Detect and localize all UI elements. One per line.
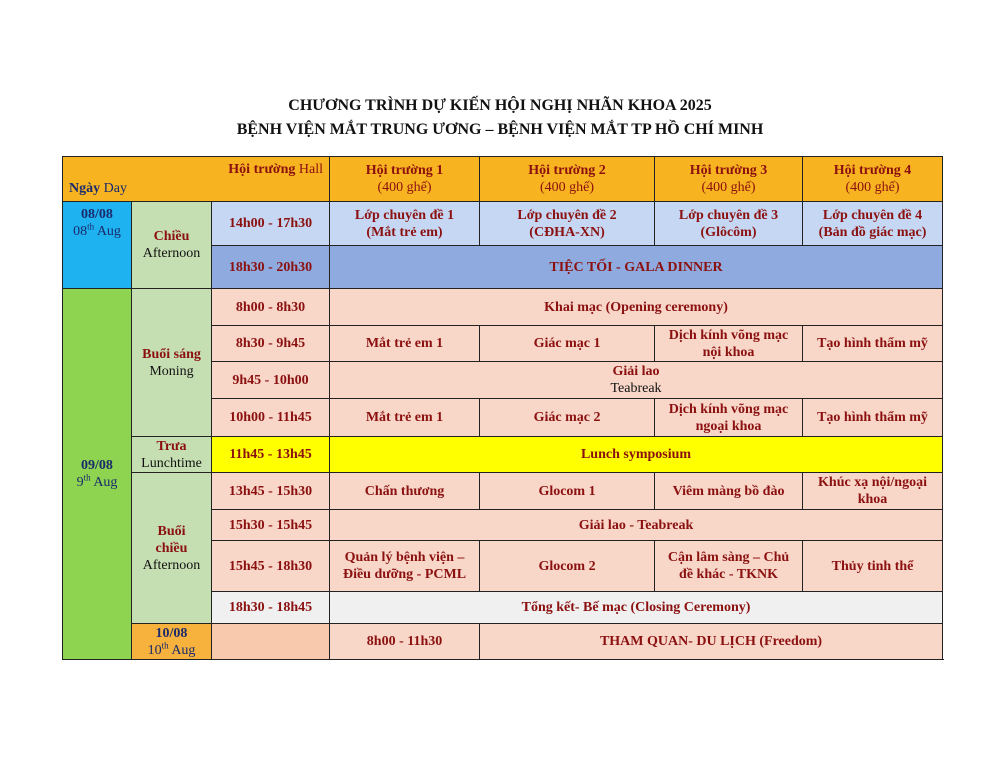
time-cell: 11h45 - 13h45 xyxy=(212,437,330,473)
closing-ceremony-cell: Tổng kết- Bế mạc (Closing Ceremony) xyxy=(330,592,943,624)
session-cell-hall-3: Dịch kính võng mạc ngoại khoa xyxy=(655,399,803,437)
class-cell-hall-2: Lớp chuyên đề 2 (CĐHA-XN) xyxy=(480,202,655,246)
session-morning: Buổi sáng Moning xyxy=(132,289,212,437)
session-cell-hall-1: Mắt trẻ em 1 xyxy=(330,326,480,362)
schedule-table xyxy=(62,156,943,660)
table-row xyxy=(63,473,943,510)
day-cell-0808: 08/08 08th Aug xyxy=(63,202,132,289)
time-cell: 18h30 - 18h45 xyxy=(212,592,330,624)
page-subtitle: BỆNH VIỆN MẮT TRUNG ƯƠNG – BỆNH VIỆN MẮT TP HỒ CHÍ MINH xyxy=(236,121,764,138)
session-cell-hall-3: Dịch kính võng mạc nội khoa xyxy=(655,326,803,362)
session-cell-hall-2: Giác mạc 1 xyxy=(480,326,655,362)
gala-dinner-cell: TIỆC TỐI - GALA DINNER xyxy=(330,246,943,289)
sightseeing-cell: THAM QUAN- DU LỊCH (Freedom) xyxy=(480,624,943,660)
session-cell-hall-4: Tạo hình thẩm mỹ xyxy=(803,326,943,362)
session-cell-hall-2: Giác mạc 2 xyxy=(480,399,655,437)
table-row xyxy=(63,437,943,473)
session-afternoon-0908: Buổi chiều Afternoon xyxy=(132,473,212,624)
time-cell: 15h30 - 15h45 xyxy=(212,510,330,541)
teabreak-cell: Giải lao Teabreak xyxy=(330,362,943,399)
day-cell-0908: 09/08 9th Aug xyxy=(63,289,132,660)
session-cell-hall-2: Glocom 2 xyxy=(480,541,655,592)
session-cell-hall-4: Khúc xạ nội/ngoại khoa xyxy=(803,473,943,510)
time-cell: 9h45 - 10h00 xyxy=(212,362,330,399)
session-afternoon-0808: Chiều Afternoon xyxy=(132,202,212,289)
time-cell: 10h00 - 11h45 xyxy=(212,399,330,437)
class-cell-hall-3: Lớp chuyên đề 3 (Glôcôm) xyxy=(655,202,803,246)
header-hall-4: Hội trường 4 (400 ghế) xyxy=(803,157,943,202)
header-hall-3: Hội trường 3 (400 ghế) xyxy=(655,157,803,202)
session-cell-hall-2: Glocom 1 xyxy=(480,473,655,510)
day-label: Ngày Day xyxy=(69,181,127,196)
time-cell: 8h30 - 9h45 xyxy=(212,326,330,362)
time-cell: 18h30 - 20h30 xyxy=(212,246,330,289)
session-cell-hall-1: Mắt trẻ em 1 xyxy=(330,399,480,437)
session-empty xyxy=(212,624,330,660)
hall-label: Hội trường Hall xyxy=(228,162,324,177)
session-cell-hall-1: Chấn thương xyxy=(330,473,480,510)
class-cell-hall-4: Lớp chuyên đề 4 (Bản đồ giác mạc) xyxy=(803,202,943,246)
table-row xyxy=(63,289,943,326)
session-cell-hall-3: Viêm màng bồ đào xyxy=(655,473,803,510)
session-cell-hall-1: Quản lý bệnh viện – Điều dưỡng - PCML xyxy=(330,541,480,592)
table-row xyxy=(63,624,943,660)
day-cell-1008: 10/08 10th Aug xyxy=(132,624,212,660)
page-title: CHƯƠNG TRÌNH DỰ KIẾN HỘI NGHỊ NHÃN KHOA 2025 xyxy=(288,97,712,114)
header-corner xyxy=(63,157,330,202)
header-hall-1: Hội trường 1 (400 ghế) xyxy=(330,157,480,202)
header-row xyxy=(63,157,943,202)
session-lunchtime: Trưa Lunchtime xyxy=(132,437,212,473)
table-row xyxy=(63,202,943,246)
header-hall-2: Hội trường 2 (400 ghế) xyxy=(480,157,655,202)
time-cell: 13h45 - 15h30 xyxy=(212,473,330,510)
lunch-symposium-cell: Lunch symposium xyxy=(330,437,943,473)
time-cell: 14h00 - 17h30 xyxy=(212,202,330,246)
session-cell-hall-4: Thủy tinh thể xyxy=(803,541,943,592)
teabreak-cell: Giải lao - Teabreak xyxy=(330,510,943,541)
time-cell: 15h45 - 18h30 xyxy=(212,541,330,592)
class-cell-hall-1: Lớp chuyên đề 1 (Mắt trẻ em) xyxy=(330,202,480,246)
session-cell-hall-3: Cận lâm sàng – Chủ đề khác - TKNK xyxy=(655,541,803,592)
opening-ceremony-cell: Khai mạc (Opening ceremony) xyxy=(330,289,943,326)
time-cell: 8h00 - 8h30 xyxy=(212,289,330,326)
session-cell-hall-4: Tạo hình thẩm mỹ xyxy=(803,399,943,437)
time-cell: 8h00 - 11h30 xyxy=(330,624,480,660)
